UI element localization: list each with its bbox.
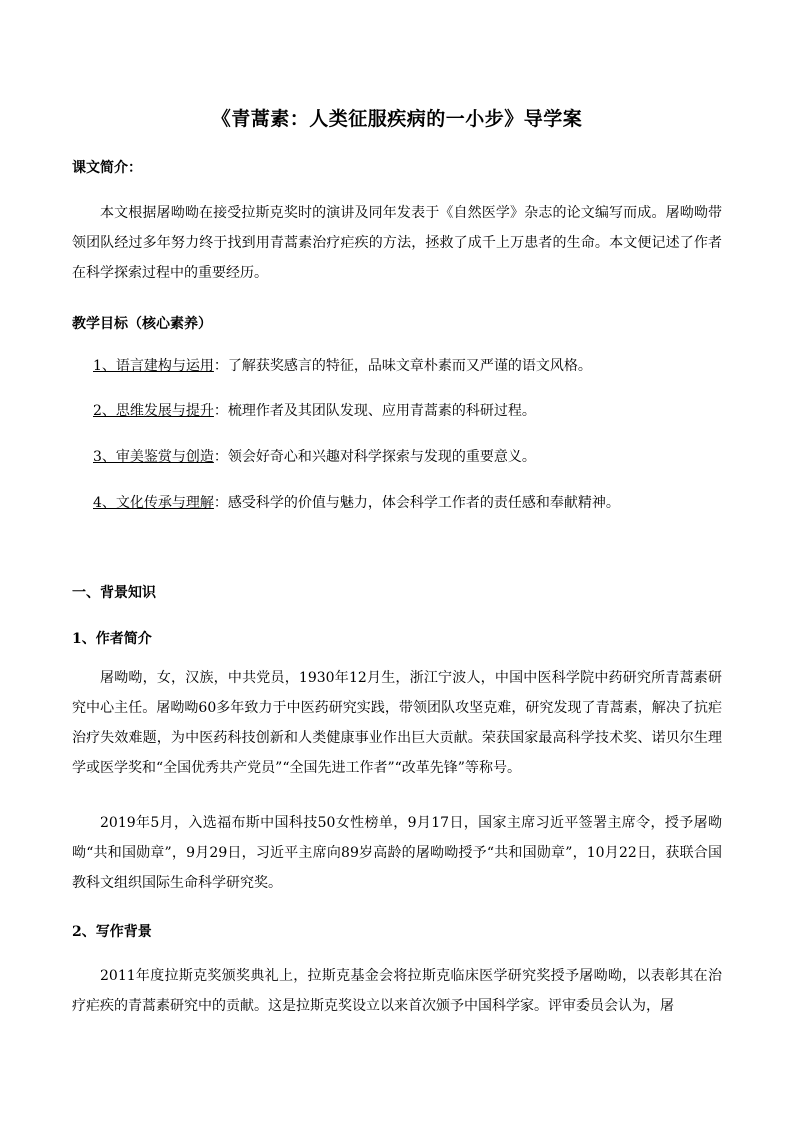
goal-text-1: ：了解获奖感言的特征，品味文章朴素而又严谨的语文风格。 [213,358,592,374]
goal-item-4 [93,493,722,513]
section1-heading: 一、背景知识 [72,585,156,601]
author-heading: 1、作者简介 [72,631,152,647]
goal-item-3 [93,447,722,467]
goal-text-3: ：领会好奇心和兴趣对科学探索与发现的重要意义。 [213,449,536,465]
goal-item-1 [93,356,722,376]
intro-heading: 课文简介： [72,160,142,176]
goal-label-1: 1、语言建构与运用 [93,358,214,374]
background-paragraph-1: 2011年度拉斯克奖颁奖典礼上，拉斯克基金会将拉斯克临床医学研究奖授予屠呦呦，以表彰其在治疗疟疾的青蒿素研究中的贡献。这是拉斯克奖设立以来首次颁予中国科学家。评审委员会认为，屠 [72,968,722,1014]
document-title: 《青蒿素：人类征服疾病的一小步》导学案 [211,108,583,130]
background-heading: 2、写作背景 [72,924,152,940]
goal-label-4: 4、文化传承与理解 [93,495,214,511]
author-paragraph-1: 屠呦呦，女，汉族，中共党员，1930年12月生，浙江宁波人，中国中医科学院中药研究所青蒿素研究中心主任。屠呦呦60多年致力于中医药研究实践，带领团队攻坚克难，研究发现了青蒿素，解决了抗疟治疗失效难题，为中医药科技创新和人类健康事业作出巨大贡献。荣获国家最高科学技术奖、诺贝尔生理学或医学奖和“全国优秀共产党员”“全国先进工作者”“改革先锋”等称号。 [72,670,722,776]
goal-label-2: 2、思维发展与提升 [93,403,214,419]
goal-item-2 [93,401,722,421]
goals-heading: 教学目标（核心素养） [72,316,212,332]
goal-text-4: ：感受科学的价值与魅力，体会科学工作者的责任感和奉献精神。 [213,495,620,511]
goal-label-3: 3、审美鉴赏与创造 [93,449,214,465]
goal-text-2: ：梳理作者及其团队发现、应用青蒿素的科研过程。 [213,403,536,419]
intro-paragraph: 本文根据屠呦呦在接受拉斯克奖时的演讲及同年发表于《自然医学》杂志的论文编写而成。屠呦呦带领团队经过多年努力终于找到用青蒿素治疗疟疾的方法，拯救了成千上万患者的生命。本文便记述了作者在科学探索过程中的重要经历。 [72,205,722,281]
author-paragraph-2: 2019年5月，入选福布斯中国科技50女性榜单，9月17日，国家主席习近平签署主席令，授予屠呦呦“共和国勋章”，9月29日，习近平主席向89岁高龄的屠呦呦授予“共和国勋章”，10月22日，获联合国教科文组织国际生命科学研究奖。 [72,815,722,891]
